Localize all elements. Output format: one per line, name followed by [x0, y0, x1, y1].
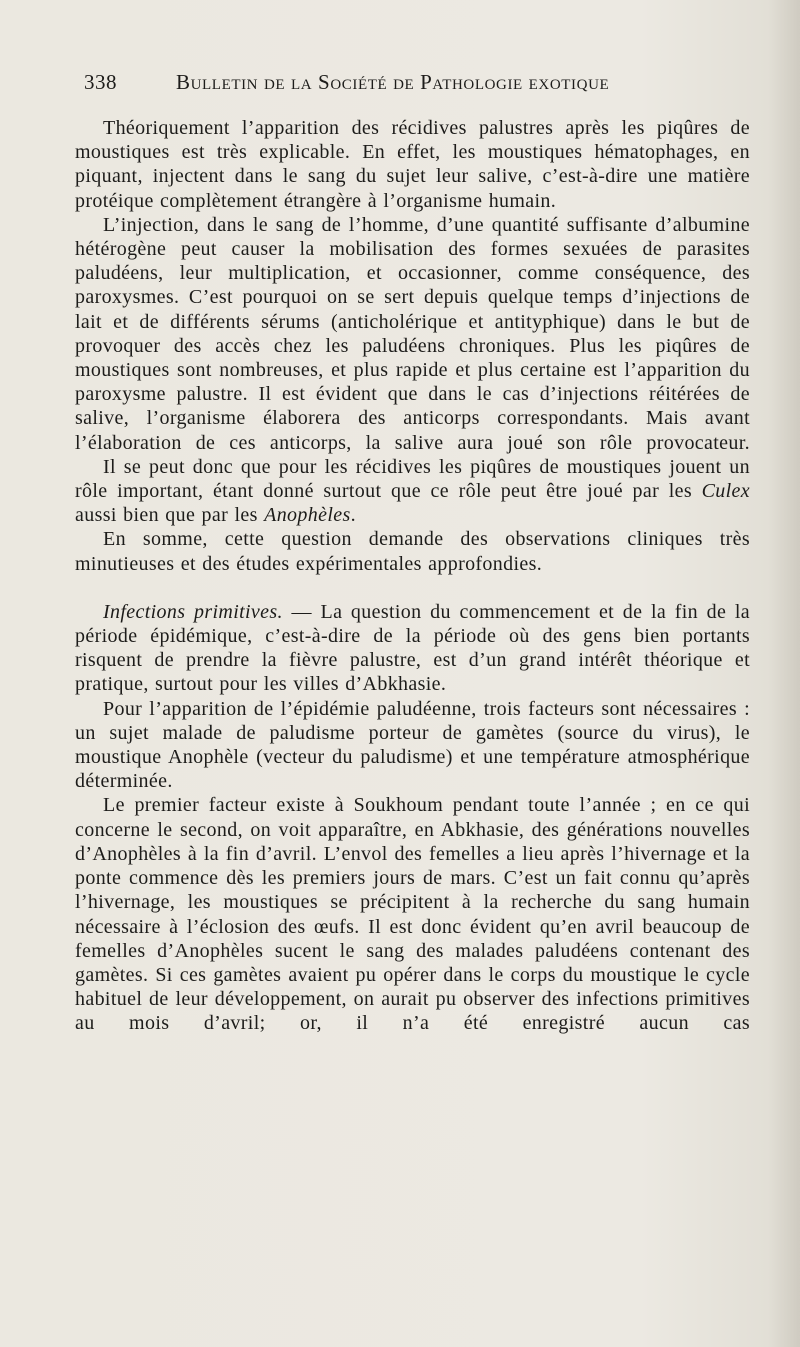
page-header — [84, 70, 744, 100]
paragraph-7 — [75, 793, 750, 1035]
paragraph-text: — La question du commencement et de la fin de la période épidémique, c’est-à-dire de la période où des gens bien portants risquent de prendre la fièvre palustre, est d’un grand intérêt théorique et pratique, surtout pour les villes d’Abkhasie. — [75, 600, 750, 696]
paragraph-4 — [75, 527, 750, 575]
genus-culex: Culex — [701, 480, 750, 503]
paragraph-text: L’injection, dans le sang de l’homme, d’une quantité suffisante d’albumine hétérogène peut causer la mobilisation des formes sexuées de parasites paludéens, leur multiplication, et occasionner, comme conséquence, des paroxysmes. C’est pourquoi on se sert depuis quelque temps d’injections de lait et de différents sérums (anticholérique et antityphique) dans le but de provoquer des accès chez les paludéens chroniques. Plus les piqûres de moustiques sont nombreuses, et plus rapide et plus certaine est l’apparition du paroxysme palustre. Il est évident que dans le cas d’injections réitérées de salive, l’organisme élaborera des anticorps correspondants. Mais avant l’élaboration de ces anticorps, la salive aura joué son rôle provocateur. — [75, 213, 750, 454]
paragraph-text: aussi bien que par les — [75, 504, 265, 527]
page-number: 338 — [84, 70, 117, 94]
paragraph-5 — [75, 600, 750, 697]
body-text — [75, 116, 750, 1036]
paragraph-text: En somme, cette question demande des observations cliniques très minutieuses et des études expérimentales approfondies. — [75, 528, 750, 575]
paragraph-text: . — [350, 504, 356, 527]
paragraph-3 — [75, 455, 750, 528]
paragraph-text: Théoriquement l’apparition des récidives palustres après les piqûres de moustiques est très explicable. En effet, les moustiques hématophages, en piquant, injectent dans le sang du sujet leur salive, c’est-à-dire une matière protéique complètement étrangère à l’organisme humain. — [75, 117, 750, 212]
paragraph-1 — [75, 116, 750, 213]
genus-anopheles: Anophèles — [264, 504, 351, 527]
section-title: Infections primitives. — [103, 600, 283, 623]
paragraph-text: Le premier facteur existe à Soukhoum pendant toute l’année ; en ce qui concerne le second, on voit apparaître, en Abkhasie, des générations nouvelles d’Anophèles à la fin d’avril. L’envol des femelles a lieu après l’hivernage et la ponte commence dès les premiers jours de mars. C’est un fait connu qu’après l’hivernage, les moustiques se précipitent à la recherche du sang humain nécessaire à l’éclosion des œufs. Il est donc évident qu’en avril beaucoup de femelles d’Anophèles sucent le sang des malades paludéens contenant des gamètes. Si ces gamètes avaient pu opérer dans le corps du moustique le cycle habituel de leur développement, on aurait pu observer des infections primitives au mois d’avril; or, il n’a été enregistré aucun cas — [75, 794, 750, 1035]
paragraph-text: Il se peut donc que pour les récidives les piqûres de moustiques jouent un rôle important, étant donné surtout que ce rôle peut être joué par les — [75, 455, 750, 503]
running-title: Bulletin de la Société de Pathologie exotique — [176, 70, 610, 94]
paragraph-text: Pour l’apparition de l’épidémie paludéenne, trois facteurs sont nécessaires : un sujet malade de paludisme porteur de gamètes (source du virus), le moustique Anophèle (vecteur du paludisme) et une température atmosphérique déterminée. — [75, 697, 750, 793]
paragraph-2 — [75, 213, 750, 455]
paragraph-6 — [75, 697, 750, 794]
